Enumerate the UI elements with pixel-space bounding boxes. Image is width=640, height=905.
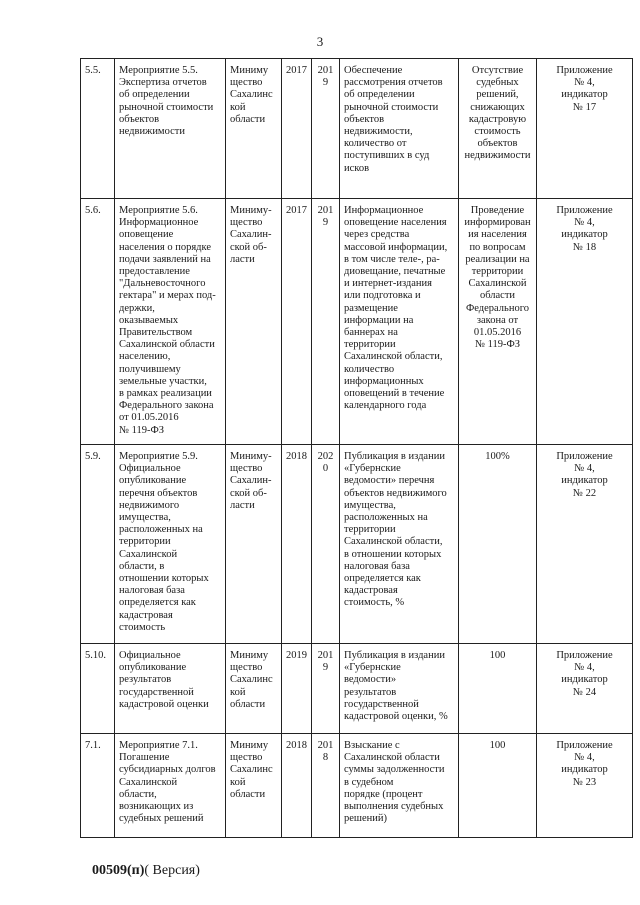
- appendix-cell-line: индикатор: [561, 764, 608, 776]
- appendix-cell-line: № 4,: [574, 752, 595, 764]
- indicator-cell-line: снижающих: [470, 101, 525, 113]
- executor-cell-line: щество: [230, 217, 263, 229]
- start-year-cell: 2018: [282, 734, 312, 838]
- indicator-cell-line: территории: [471, 266, 524, 278]
- executor-cell-line: ской об-: [230, 487, 267, 499]
- executor-cell-line: Миниму: [230, 65, 269, 76]
- result-cell-line: в том числе теле-, ра-: [344, 253, 440, 265]
- event-cell-line: налоговая база: [119, 585, 185, 597]
- executor-cell-line: ской об-: [230, 241, 267, 253]
- start-year-cell: 2017: [282, 59, 312, 199]
- appendix-cell-line: № 24: [572, 686, 597, 698]
- appendix-cell: [537, 199, 633, 445]
- executor-cell-line: ласти: [230, 499, 255, 511]
- result-cell-line: массовой информации,: [344, 241, 448, 253]
- result-cell: [340, 445, 459, 644]
- event-cell-line: определяется как: [119, 597, 196, 609]
- event-cell-line: недвижимости: [119, 126, 185, 138]
- executor-cell-line: кой: [230, 776, 246, 788]
- executor-cell-line: Сахалин-: [230, 475, 272, 487]
- executor-cell-line: Миниму: [230, 650, 269, 661]
- indicator-cell: [459, 445, 537, 644]
- event-cell-line: оказываемых: [119, 314, 179, 326]
- appendix-cell-line: индикатор: [561, 674, 608, 686]
- executor-cell-line: Сахалинс: [230, 764, 273, 776]
- event-cell-line: Погашение: [119, 752, 170, 764]
- indicator-cell-line: Федерального: [465, 302, 529, 314]
- indicator-cell-line: Проведение: [470, 205, 525, 216]
- result-cell-line: недвижимости,: [344, 126, 413, 138]
- indicator-cell-line: по вопросам: [469, 241, 526, 253]
- appendix-cell-line: № 4,: [574, 77, 595, 89]
- result-cell-line: в отношении которых: [344, 548, 442, 560]
- event-cell-line: Сахалинской: [119, 548, 178, 560]
- result-cell-line: Сахалинской области: [344, 752, 440, 764]
- appendix-cell-line: Приложение: [556, 205, 613, 216]
- executor-cell: [226, 445, 282, 644]
- appendix-cell: [537, 734, 633, 838]
- indicator-cell-line: Отсутствие: [471, 65, 524, 76]
- indicator-cell-line: 01.05.2016: [473, 327, 522, 339]
- event-cell-line: об определении: [119, 89, 190, 101]
- row-number: 5.5.: [81, 59, 115, 199]
- event-cell-line: "Дальневосточного: [119, 278, 206, 290]
- result-cell-line: определяется как: [344, 573, 421, 585]
- executor-cell-line: щество: [230, 463, 263, 475]
- indicator-cell-line: решений,: [476, 89, 519, 101]
- event-cell-line: Экспертиза отчетов: [119, 77, 207, 89]
- event-cell-line: субсидиарных долгов: [119, 764, 216, 776]
- event-cell-line: судебных решений: [119, 813, 204, 825]
- appendix-cell-line: № 17: [572, 101, 597, 113]
- event-cell-line: № 119-ФЗ: [119, 424, 165, 436]
- event-cell-line: в рамках реализации: [119, 388, 212, 400]
- indicator-cell-line: реализации на: [465, 253, 530, 265]
- appendix-cell-line: Приложение: [556, 650, 613, 661]
- result-cell-line: ведомости» перечня: [344, 475, 435, 487]
- indicator-cell-line: закона от: [476, 314, 519, 326]
- result-cell: [340, 734, 459, 838]
- event-cell-line: Мероприятие 5.5.: [119, 65, 198, 76]
- event-cell-line: получившему: [119, 363, 181, 375]
- result-cell-line: Сахалинской области,: [344, 536, 443, 548]
- event-cell: [115, 445, 226, 644]
- event-cell-line: области,: [119, 788, 157, 800]
- result-cell-line: размещение: [344, 302, 398, 314]
- result-cell-line: кадастровой оценки, %: [344, 711, 448, 723]
- result-cell-line: «Губернские: [344, 662, 401, 674]
- result-cell-line: решений): [344, 813, 388, 825]
- indicator-cell: [459, 59, 537, 199]
- page-number: 3: [316, 34, 324, 49]
- executor-cell: [226, 734, 282, 838]
- appendix-cell: [537, 644, 633, 734]
- row-number: 5.9.: [81, 445, 115, 644]
- event-cell-line: области, в: [119, 560, 165, 572]
- result-cell-line: и интернет-издания: [344, 278, 432, 290]
- executor-cell-line: области: [230, 113, 266, 125]
- result-cell-line: в судебном: [344, 776, 394, 788]
- appendix-cell-line: № 22: [572, 487, 597, 499]
- event-cell-line: подачи заявлений на: [119, 253, 211, 265]
- result-cell-line: территории: [344, 524, 396, 536]
- appendix-cell-line: № 23: [572, 776, 597, 788]
- executor-cell-line: Сахалинс: [230, 674, 273, 686]
- document-version: ( Версия): [144, 863, 200, 878]
- indicator-cell-line: судебных: [476, 77, 519, 89]
- end-year-cell: 2020: [312, 445, 340, 644]
- result-cell-line: информации на: [344, 314, 414, 326]
- result-cell-line: ведомости»: [344, 674, 397, 686]
- result-cell-line: результатов: [344, 686, 397, 698]
- executor-cell-line: щество: [230, 752, 263, 764]
- result-cell-line: информационных: [344, 375, 424, 387]
- event-cell-line: имущества,: [119, 512, 171, 524]
- end-year-cell: 2019: [312, 199, 340, 445]
- result-cell-line: баннерах на: [344, 327, 398, 339]
- event-cell-line: результатов: [119, 674, 172, 686]
- event-cell-line: отношении которых: [119, 573, 209, 585]
- indicator-cell-line: № 119-ФЗ: [474, 339, 521, 351]
- event-cell-line: Правительством: [119, 327, 193, 339]
- result-cell-line: Сахалинской области,: [344, 351, 443, 363]
- result-cell-line: количество: [344, 363, 395, 375]
- indicator-cell-line: Сахалинской: [468, 278, 527, 290]
- executor-cell-line: Миниму-: [230, 451, 272, 462]
- result-cell-line: государственной: [344, 698, 419, 710]
- event-cell-line: государственной: [119, 686, 194, 698]
- result-cell-line: рассмотрения отчетов: [344, 77, 443, 89]
- activities-table: [80, 58, 633, 838]
- document-code: 00509(п): [92, 863, 145, 878]
- event-cell-line: опубликование: [119, 475, 187, 487]
- event-cell-line: рыночной стоимости: [119, 101, 214, 113]
- indicator-cell-line: недвижимости: [464, 150, 531, 162]
- event-cell-line: Сахалинской области: [119, 339, 215, 351]
- event-cell-line: недвижимого: [119, 499, 180, 511]
- event-cell-line: Мероприятие 5.9.: [119, 451, 198, 462]
- event-cell-line: Официальное: [119, 650, 181, 661]
- executor-cell-line: кой: [230, 686, 246, 698]
- indicator-cell-line: информирован: [464, 217, 531, 229]
- indicator-cell-line: 100: [489, 740, 506, 751]
- result-cell-line: кадастровая: [344, 585, 398, 597]
- table-row: [81, 59, 633, 199]
- executor-cell: [226, 199, 282, 445]
- table-row: [81, 734, 633, 838]
- appendix-cell-line: Приложение: [556, 451, 613, 462]
- result-cell-line: объектов: [344, 113, 385, 125]
- event-cell-line: Сахалинской: [119, 776, 178, 788]
- result-cell-line: «Губернские: [344, 463, 401, 475]
- result-cell-line: оповещение населения: [344, 217, 447, 229]
- executor-cell-line: Сахалинс: [230, 89, 273, 101]
- event-cell-line: кадастровая: [119, 609, 173, 621]
- result-cell: [340, 644, 459, 734]
- appendix-cell-line: Приложение: [556, 740, 613, 751]
- event-cell-line: перечня объектов: [119, 487, 198, 499]
- event-cell: [115, 644, 226, 734]
- event-cell-line: стоимость: [119, 621, 166, 633]
- appendix-cell-line: № 4,: [574, 217, 595, 229]
- end-year-cell: 2018: [312, 734, 340, 838]
- result-cell: [340, 59, 459, 199]
- indicator-cell-line: ия населения: [468, 229, 527, 241]
- indicator-cell: [459, 199, 537, 445]
- result-cell-line: налоговая база: [344, 560, 410, 572]
- indicator-cell-line: стоимость: [474, 126, 521, 138]
- result-cell-line: рыночной стоимости: [344, 101, 439, 113]
- executor-cell-line: кой: [230, 101, 246, 113]
- event-cell: [115, 199, 226, 445]
- result-cell-line: Взыскание с: [344, 740, 400, 751]
- executor-cell: [226, 59, 282, 199]
- result-cell-line: оповещений в течение: [344, 388, 445, 400]
- appendix-cell-line: № 18: [572, 241, 597, 253]
- event-cell-line: Мероприятие 7.1.: [119, 740, 198, 751]
- result-cell-line: порядке (процент: [344, 788, 423, 800]
- result-cell-line: количество от: [344, 138, 407, 150]
- appendix-cell-line: индикатор: [561, 229, 608, 241]
- indicator-cell-line: объектов: [477, 138, 518, 150]
- event-cell-line: объектов: [119, 113, 160, 125]
- result-cell-line: имущества,: [344, 499, 396, 511]
- end-year-cell: 2019: [312, 644, 340, 734]
- result-cell-line: или подготовка и: [344, 290, 421, 302]
- event-cell-line: от 01.05.2016: [119, 412, 179, 424]
- result-cell-line: Информационное: [344, 205, 424, 216]
- result-cell-line: календарного года: [344, 400, 427, 412]
- table-row: [81, 644, 633, 734]
- appendix-cell: [537, 59, 633, 199]
- event-cell-line: Мероприятие 5.6.: [119, 205, 198, 216]
- result-cell-line: Публикация в издании: [344, 451, 445, 462]
- appendix-cell-line: № 4,: [574, 662, 595, 674]
- end-year-cell: 2019: [312, 59, 340, 199]
- event-cell-line: территории: [119, 536, 171, 548]
- start-year-cell: 2018: [282, 445, 312, 644]
- executor-cell-line: области: [230, 698, 266, 710]
- appendix-cell: [537, 445, 633, 644]
- result-cell-line: исков: [344, 162, 370, 174]
- event-cell-line: Информационное: [119, 217, 199, 229]
- start-year-cell: 2019: [282, 644, 312, 734]
- appendix-cell-line: индикатор: [561, 89, 608, 101]
- result-cell-line: стоимость, %: [344, 597, 405, 609]
- result-cell-line: через средства: [344, 229, 410, 241]
- event-cell-line: оповещение: [119, 229, 174, 241]
- appendix-cell-line: № 4,: [574, 463, 595, 475]
- event-cell-line: населения о порядке: [119, 241, 211, 253]
- event-cell-line: опубликование: [119, 662, 187, 674]
- executor-cell: [226, 644, 282, 734]
- event-cell: [115, 734, 226, 838]
- result-cell-line: выполнения судебных: [344, 801, 444, 813]
- event-cell: [115, 59, 226, 199]
- executor-cell-line: щество: [230, 77, 263, 89]
- indicator-cell-line: 100%: [485, 451, 510, 462]
- event-cell-line: кадастровой оценки: [119, 698, 209, 710]
- indicator-cell-line: кадастровую: [468, 113, 527, 125]
- result-cell-line: расположенных на: [344, 512, 428, 524]
- appendix-cell-line: Приложение: [556, 65, 613, 76]
- event-cell-line: возникающих из: [119, 801, 194, 813]
- event-cell-line: расположенных на: [119, 524, 203, 536]
- result-cell-line: поступивших в суд: [344, 150, 430, 162]
- result-cell-line: территории: [344, 339, 396, 351]
- table-row: [81, 445, 633, 644]
- indicator-cell-line: области: [479, 290, 516, 302]
- indicator-cell: [459, 734, 537, 838]
- start-year-cell: 2017: [282, 199, 312, 445]
- result-cell-line: диовещание, печатные: [344, 266, 446, 278]
- executor-cell-line: ласти: [230, 253, 255, 265]
- result-cell-line: об определении: [344, 89, 415, 101]
- event-cell-line: Федерального закона: [119, 400, 214, 412]
- row-number: 7.1.: [81, 734, 115, 838]
- row-number: 5.6.: [81, 199, 115, 445]
- result-cell-line: объектов недвижимого: [344, 487, 447, 499]
- event-cell-line: гектара" и мерах под-: [119, 290, 216, 302]
- result-cell-line: Публикация в издании: [344, 650, 445, 661]
- result-cell-line: суммы задолженности: [344, 764, 445, 776]
- executor-cell-line: области: [230, 788, 266, 800]
- event-cell-line: Официальное: [119, 463, 181, 475]
- executor-cell-line: Сахалин-: [230, 229, 272, 241]
- indicator-cell: [459, 644, 537, 734]
- event-cell-line: земельные участки,: [119, 375, 207, 387]
- row-number: 5.10.: [81, 644, 115, 734]
- executor-cell-line: щество: [230, 662, 263, 674]
- appendix-cell-line: индикатор: [561, 475, 608, 487]
- executor-cell-line: Миниму-: [230, 205, 272, 216]
- indicator-cell-line: 100: [489, 650, 506, 661]
- result-cell-line: Обеспечение: [344, 65, 403, 76]
- executor-cell-line: Миниму: [230, 740, 269, 751]
- event-cell-line: предоставление: [119, 266, 190, 278]
- document-footer: [92, 863, 200, 879]
- event-cell-line: населению,: [119, 351, 171, 363]
- event-cell-line: держки,: [119, 302, 155, 314]
- result-cell: [340, 199, 459, 445]
- table-row: [81, 199, 633, 445]
